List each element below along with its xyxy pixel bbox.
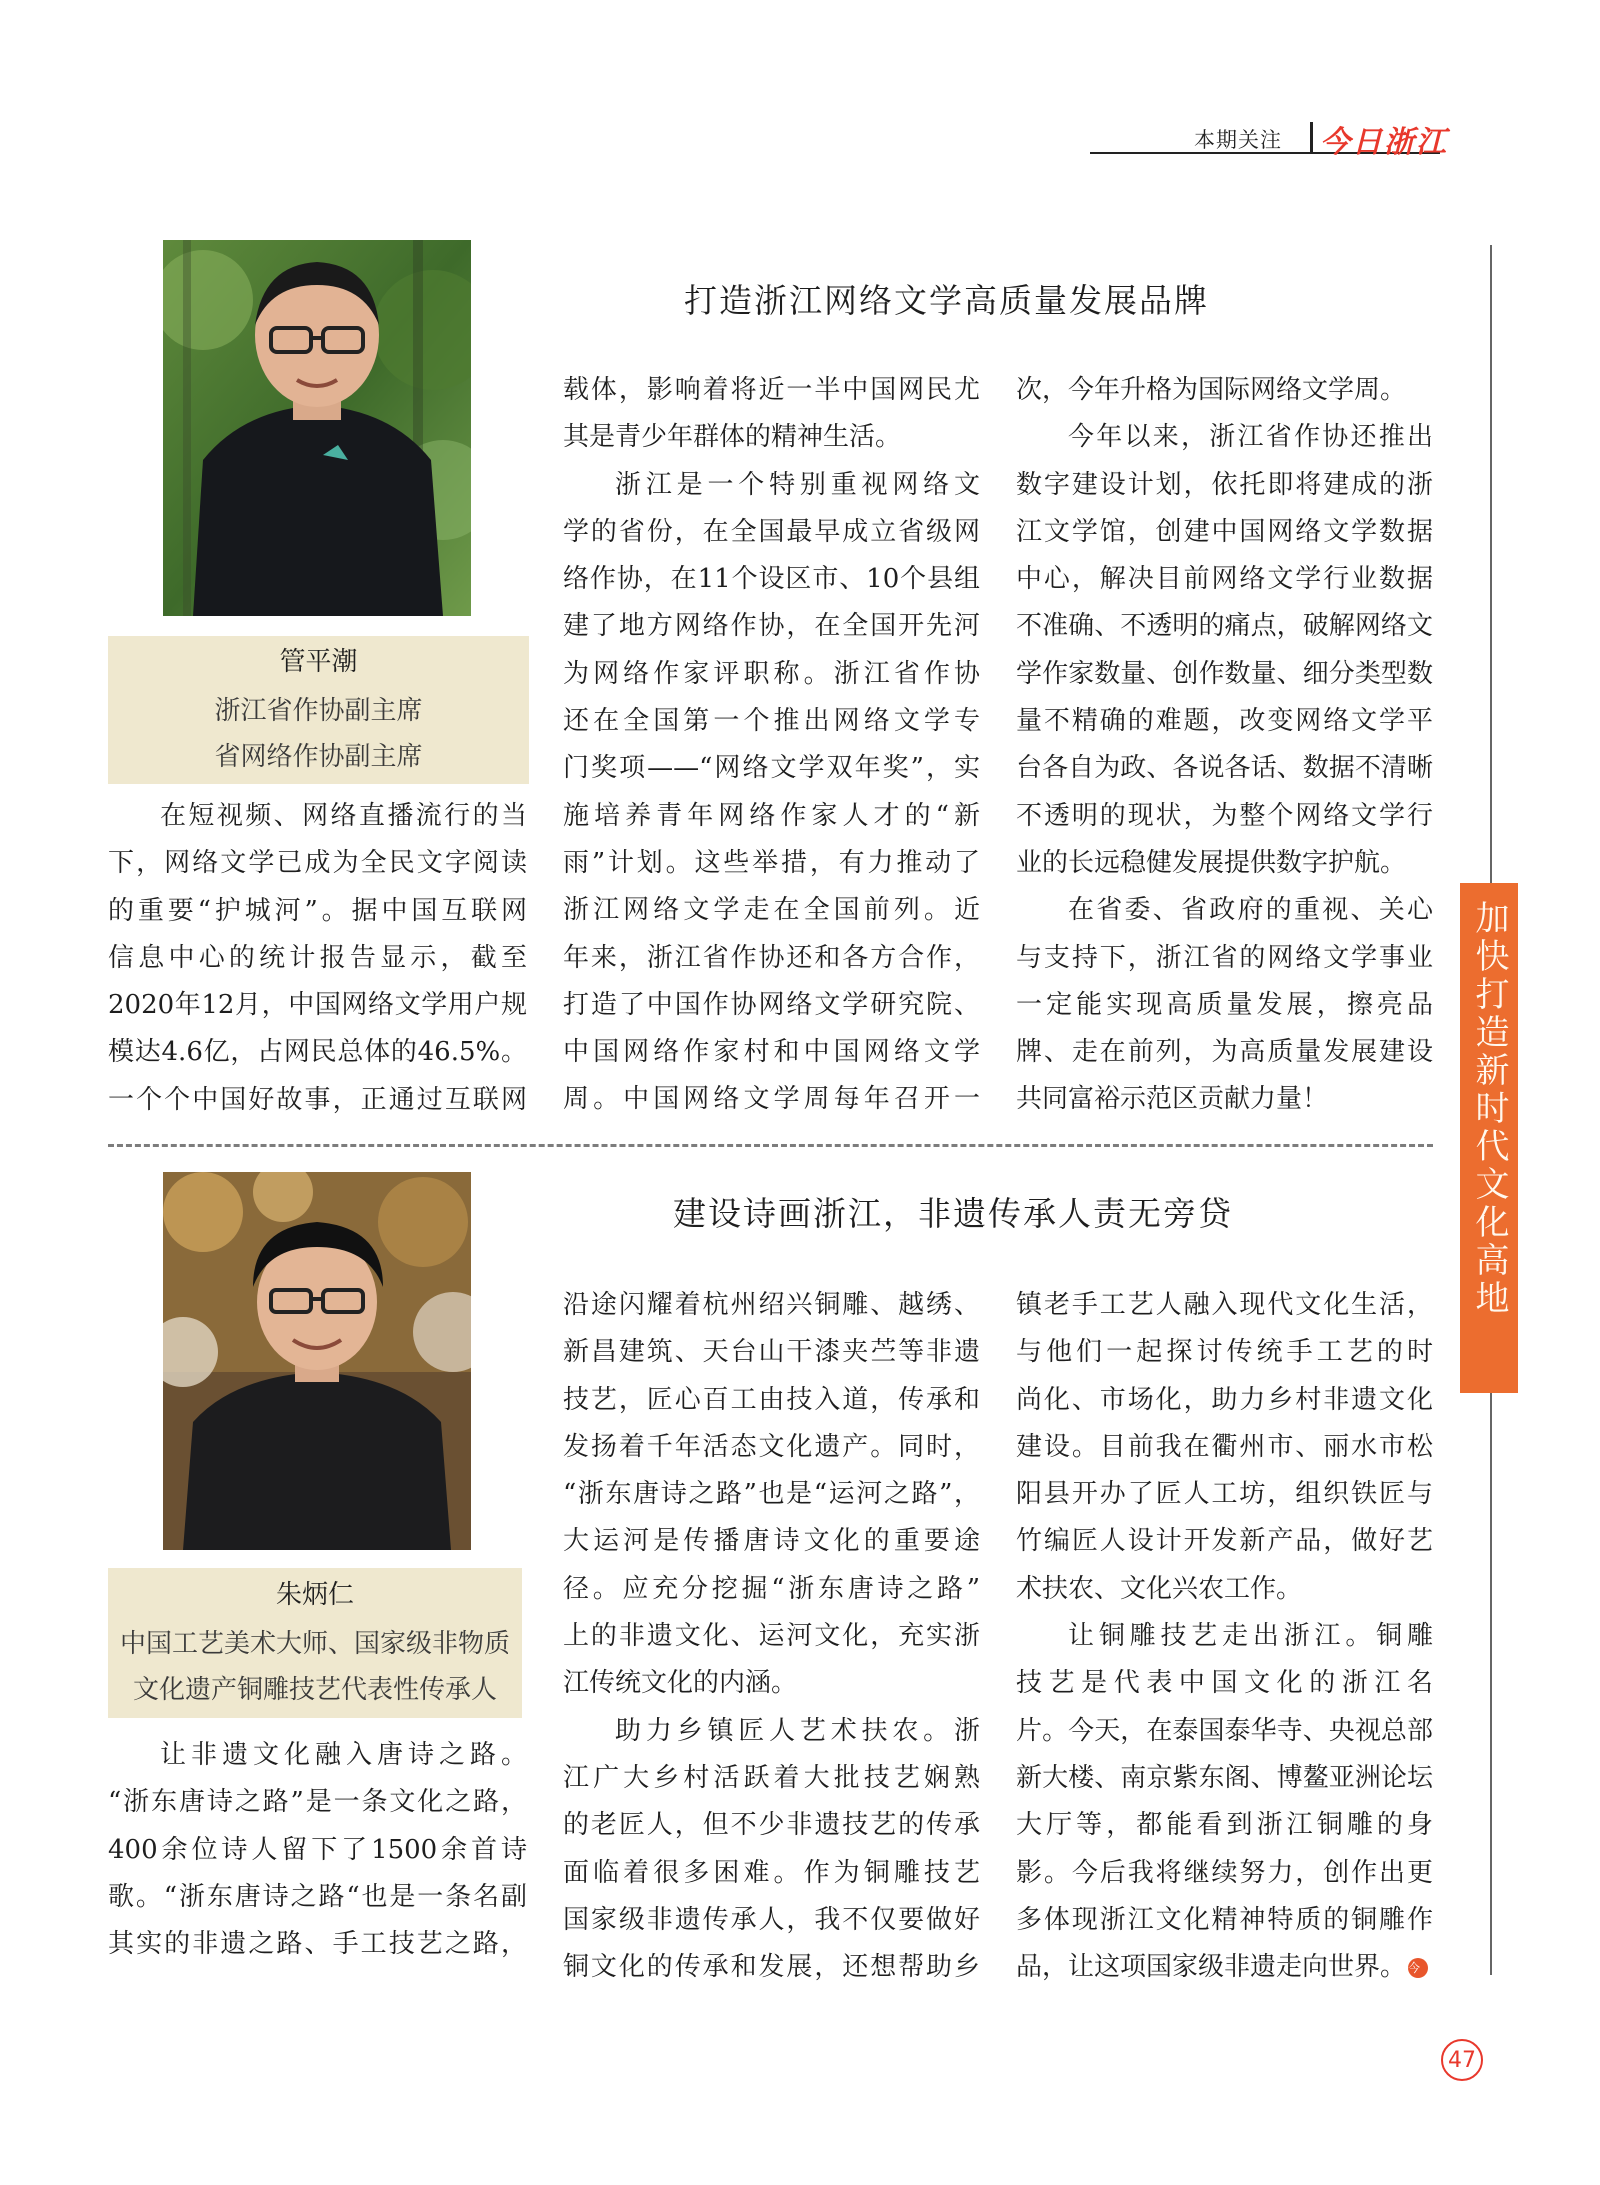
text-line: 在省委、省政府的重视、关心 (1068, 895, 1433, 926)
end-mark-icon: 今 (1408, 1958, 1428, 1978)
header-divider (1310, 122, 1313, 152)
text-line: 年来，浙江省作协还和各方合作， (563, 942, 980, 973)
text-line: 尚化、市场化，助力乡村非遗文化 (1016, 1384, 1433, 1415)
text-column (108, 793, 527, 1124)
text-line: 业的长远稳健发展提供数字护航。 (1016, 847, 1407, 878)
text-line: 歌。“浙东唐诗之路“也是一条名副 (108, 1881, 527, 1912)
text-line: 影。今后我将继续努力，创作出更 (1016, 1857, 1433, 1888)
text-line: 国家级非遗传承人，我不仅要做好 (563, 1904, 980, 1935)
text-line: 江传统文化的内涵。 (563, 1668, 798, 1699)
text-line: 今年以来，浙江省作协还推出 (1068, 422, 1433, 453)
text-line-content: 品，让这项国家级非遗走向世界。 (1016, 1952, 1407, 1983)
text-line: 还在全国第一个推出网络文学专 (563, 706, 980, 737)
text-line: 建了地方网络作协，在全国开先河 (563, 611, 980, 642)
text-line: 新昌建筑、天台山干漆夹苎等非遗 (563, 1337, 980, 1368)
text-line: 络作协，在11个设区市、10个县组 (563, 564, 980, 595)
text-line: 不准确、不透明的痛点，破解网络文 (1016, 611, 1433, 642)
caption-zhu (108, 1568, 522, 1718)
text-line: 学的省份，在全国最早成立省级网 (563, 516, 980, 547)
text-line: 一定能实现高质量发展，擦亮品 (1016, 989, 1433, 1020)
text-line: 打造了中国作协网络文学研究院、 (563, 989, 980, 1020)
text-line: 的老匠人，但不少非遗技艺的传承 (563, 1810, 980, 1841)
person-name: 管平潮 (279, 646, 358, 677)
text-column (1016, 367, 1433, 1124)
text-line: 江文学馆，创建中国网络文学数据 (1016, 516, 1433, 547)
text-line: 学作家数量、创作数量、细分类型数 (1016, 658, 1433, 689)
person-title: 省网络作协副主席 (214, 741, 423, 772)
portrait-photo-guan (163, 240, 471, 616)
text-line: 径。应充分挖掘“浙东唐诗之路” (563, 1573, 980, 1604)
person-name: 朱炳仁 (275, 1579, 354, 1610)
text-line: 竹编匠人设计开发新产品，做好艺 (1016, 1526, 1433, 1557)
text-line: 新大楼、南京紫东阁、博鳌亚洲论坛 (1016, 1762, 1433, 1793)
text-line: 的重要“护城河”。据中国互联网 (108, 895, 527, 926)
text-line: 其实的非遗之路、手工技艺之路， (108, 1929, 527, 1960)
text-line: 技艺是代表中国文化的浙江名 (1016, 1668, 1433, 1699)
text-line: 为网络作家评职称。浙江省作协 (563, 658, 980, 689)
article-title: 打造浙江网络文学高质量发展品牌 (684, 281, 1209, 320)
text-line: 让铜雕技艺走出浙江。铜雕 (1068, 1621, 1433, 1652)
text-column (563, 1282, 980, 1991)
text-line: 上的非遗文化、运河文化，充实浙 (563, 1621, 980, 1652)
person-title: 浙江省作协副主席 (214, 695, 423, 726)
text-line: 牌、走在前列，为高质量发展建设 (1016, 1037, 1433, 1068)
text-line: 门奖项——“网络文学双年奖”，实 (563, 753, 980, 784)
text-line: “浙东唐诗之路”也是“运河之路”， (563, 1479, 980, 1510)
text-column (108, 1732, 527, 1968)
page-number: 47 (1441, 2039, 1483, 2081)
text-line: 建设。目前我在衢州市、丽水市松 (1016, 1431, 1433, 1462)
text-line: 2020年12月，中国网络文学用户规 (108, 990, 527, 1021)
person-title: 文化遗产铜雕技艺代表性传承人 (132, 1674, 497, 1705)
text-line: “浙东唐诗之路”是一条文化之路， (108, 1787, 527, 1818)
text-line: 浙江网络文学走在全国前列。近 (563, 895, 980, 926)
text-line: 技艺，匠心百工由技入道，传承和 (563, 1384, 980, 1415)
text-line: 量不精确的难题，改变网络文学平 (1016, 706, 1433, 737)
portrait-photo-zhu (163, 1172, 471, 1550)
text-line: 阳县开办了匠人工坊，组织铁匠与 (1016, 1479, 1433, 1510)
text-line: 次，今年升格为国际网络文学周。 (1016, 375, 1407, 405)
person-title: 中国工艺美术大师、国家级非物质 (119, 1628, 510, 1659)
text-line: 下，网络文学已成为全民文字阅读 (108, 848, 527, 879)
text-line: 铜文化的传承和发展，还想帮助乡 (563, 1952, 980, 1983)
text-line: 大厅等，都能看到浙江铜雕的身 (1016, 1810, 1433, 1841)
text-line: 信息中心的统计报告显示，截至 (108, 942, 527, 973)
text-line: 不透明的现状，为整个网络文学行 (1016, 800, 1433, 831)
text-line: 与他们一起探讨传统手工艺的时 (1016, 1337, 1433, 1368)
text-line: 周。中国网络文学周每年召开一 (563, 1084, 980, 1115)
text-line: 在短视频、网络直播流行的当 (160, 801, 527, 831)
section-separator (108, 1144, 1433, 1147)
text-line: 中心，解决目前网络文学行业数据 (1016, 564, 1433, 595)
text-line: 数字建设计划，依托即将建成的浙 (1016, 469, 1433, 500)
text-line: 沿途闪耀着杭州绍兴铜雕、越绣、 (563, 1290, 980, 1320)
magazine-logo: 今日浙江 (1320, 125, 1448, 160)
section-tab-label: 加快打造新时代文化高地 (1469, 900, 1509, 1318)
text-line: 模达4.6亿，占网民总体的46.5%。 (108, 1037, 527, 1068)
text-line: 助力乡镇匠人艺术扶农。浙 (615, 1715, 980, 1746)
text-line: 发扬着千年活态文化遗产。同时， (563, 1431, 980, 1462)
text-line (1016, 1944, 1433, 1991)
text-line: 片。今天，在泰国泰华寺、央视总部 (1016, 1715, 1433, 1746)
text-line: 大运河是传播唐诗文化的重要途 (563, 1526, 980, 1557)
text-column (1016, 1282, 1433, 1991)
text-line: 一个个中国好故事，正通过互联网 (108, 1084, 527, 1115)
text-line: 多体现浙江文化精神特质的铜雕作 (1016, 1904, 1433, 1935)
text-line: 中国网络作家村和中国网络文学 (563, 1037, 980, 1068)
caption-guan (108, 636, 529, 784)
text-line: 让非遗文化融入唐诗之路。 (160, 1740, 527, 1770)
text-line: 载体，影响着将近一半中国网民尤 (563, 375, 980, 405)
text-line: 与支持下，浙江省的网络文学事业 (1016, 942, 1433, 973)
text-line: 面临着很多困难。作为铜雕技艺 (563, 1857, 980, 1888)
text-line: 共同富裕示范区贡献力量！ (1016, 1084, 1329, 1115)
text-line: 台各自为政、各说各话、数据不清晰 (1016, 753, 1433, 784)
column-label: 本期关注 (1194, 128, 1282, 152)
text-column (563, 367, 980, 1124)
text-line: 400余位诗人留下了1500余首诗 (108, 1834, 527, 1865)
text-line: 施培养青年网络作家人才的“新 (563, 800, 980, 831)
text-line: 其是青少年群体的精神生活。 (563, 422, 902, 453)
text-line: 浙江是一个特别重视网络文 (615, 469, 980, 500)
text-line: 镇老手工艺人融入现代文化生活， (1016, 1290, 1433, 1320)
text-line: 雨”计划。这些举措，有力推动了 (563, 847, 980, 878)
text-line: 术扶农、文化兴农工作。 (1016, 1573, 1303, 1604)
article-title: 建设诗画浙江，非遗传承人责无旁贷 (673, 1194, 1233, 1233)
text-line: 江广大乡村活跃着大批技艺娴熟 (563, 1762, 980, 1793)
